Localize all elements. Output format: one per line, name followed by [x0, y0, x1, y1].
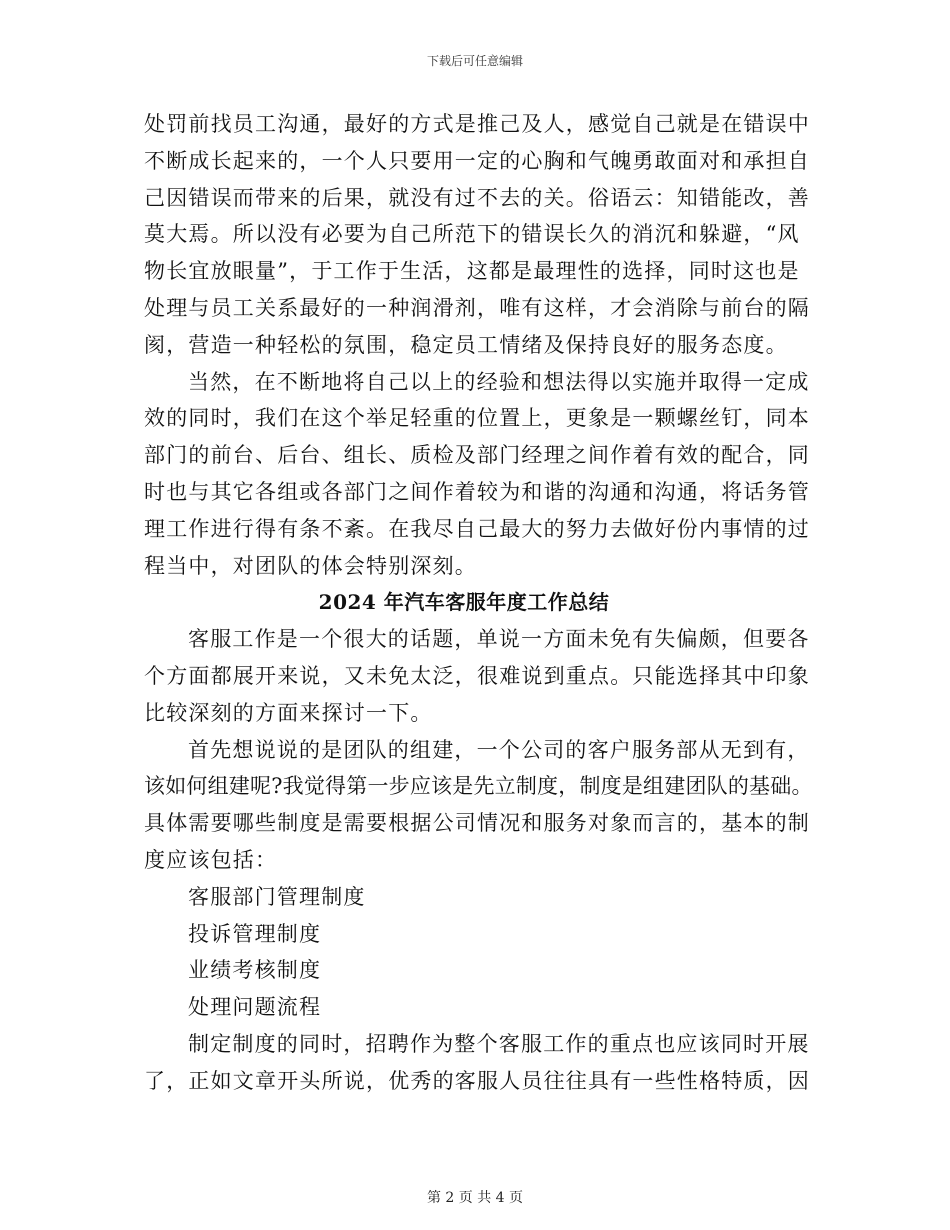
- paragraph-line: 处理与员工关系最好的一种润滑剂，唯有这样，才会消除与前台的隔: [144, 295, 810, 320]
- page-footer: 第 2 页 共 4 页: [426, 1190, 524, 1206]
- paragraph-line: 当然，在不断地将自己以上的经验和想法得以实施并取得一定成: [188, 369, 810, 394]
- paragraph-line: 阂，营造一种轻松的氛围，稳定员工情绪及保持良好的服务态度。: [144, 332, 788, 357]
- page-header: 下载后可任意编辑: [426, 54, 523, 68]
- paragraph-line: 客服工作是一个很大的话题，单说一方面未免有失偏颇，但要各: [188, 627, 810, 652]
- paragraph-line: 时也与其它各组或各部门之间作着较为和谐的沟通和沟通，将话务管: [144, 479, 810, 504]
- paragraph-line: 莫大焉。所以没有必要为自己所范下的错误长久的消沉和躲避，“风: [144, 222, 800, 247]
- list-item: 业绩考核制度: [188, 958, 322, 983]
- paragraph-line: 了，正如文章开头所说，优秀的客服人员往往具有一些性格特质，因: [144, 1068, 810, 1093]
- paragraph-line: 个方面都展开来说，又未免太泛，很难说到重点。只能选择其中印象: [144, 663, 810, 688]
- paragraph-line: 效的同时，我们在这个举足轻重的位置上，更象是一颗螺丝钉，同本: [144, 406, 810, 431]
- list-item: 投诉管理制度: [188, 921, 322, 946]
- paragraph-line: 物长宜放眼量”，于工作于生活，这都是最理性的选择，同时这也是: [144, 259, 800, 284]
- paragraph-line: 程当中，对团队的体会特别深刻。: [144, 553, 477, 578]
- paragraph-line: 比较深刻的方面来探讨一下。: [144, 700, 433, 725]
- paragraph-line: 处罚前找员工沟通，最好的方式是推己及人，感觉自己就是在错误中: [144, 112, 810, 136]
- paragraph-line: 制定制度的同时，招聘作为整个客服工作的重点也应该同时开展: [188, 1031, 810, 1056]
- paragraph-line: 不断成长起来的，一个人只要用一定的心胸和气魄勇敢面对和承担自: [144, 148, 810, 173]
- document-body: [144, 106, 824, 1100]
- paragraph-line: 度应该包括：: [144, 847, 278, 872]
- paragraph-line: 该如何组建呢?我觉得第一步应该是先立制度，制度是组建团队的基础。: [144, 774, 813, 799]
- document-title: 2024 年汽车客服年度工作总结: [318, 590, 610, 615]
- paragraph-line: 理工作进行得有条不紊。在我尽自己最大的努力去做好份内事情的过: [144, 516, 810, 541]
- paragraph-line: 首先想说说的是团队的组建，一个公司的客户服务部从无到有，: [188, 737, 810, 762]
- list-item: 处理问题流程: [188, 995, 322, 1020]
- paragraph-line: 部门的前台、后台、组长、质检及部门经理之间作着有效的配合，同: [144, 443, 810, 468]
- paragraph-line: 己因错误而带来的后果，就没有过不去的关。俗语云：知错能改，善: [144, 185, 810, 210]
- paragraph-line: 具体需要哪些制度是需要根据公司情况和服务对象而言的，基本的制: [144, 811, 810, 836]
- list-item: 客服部门管理制度: [188, 884, 366, 909]
